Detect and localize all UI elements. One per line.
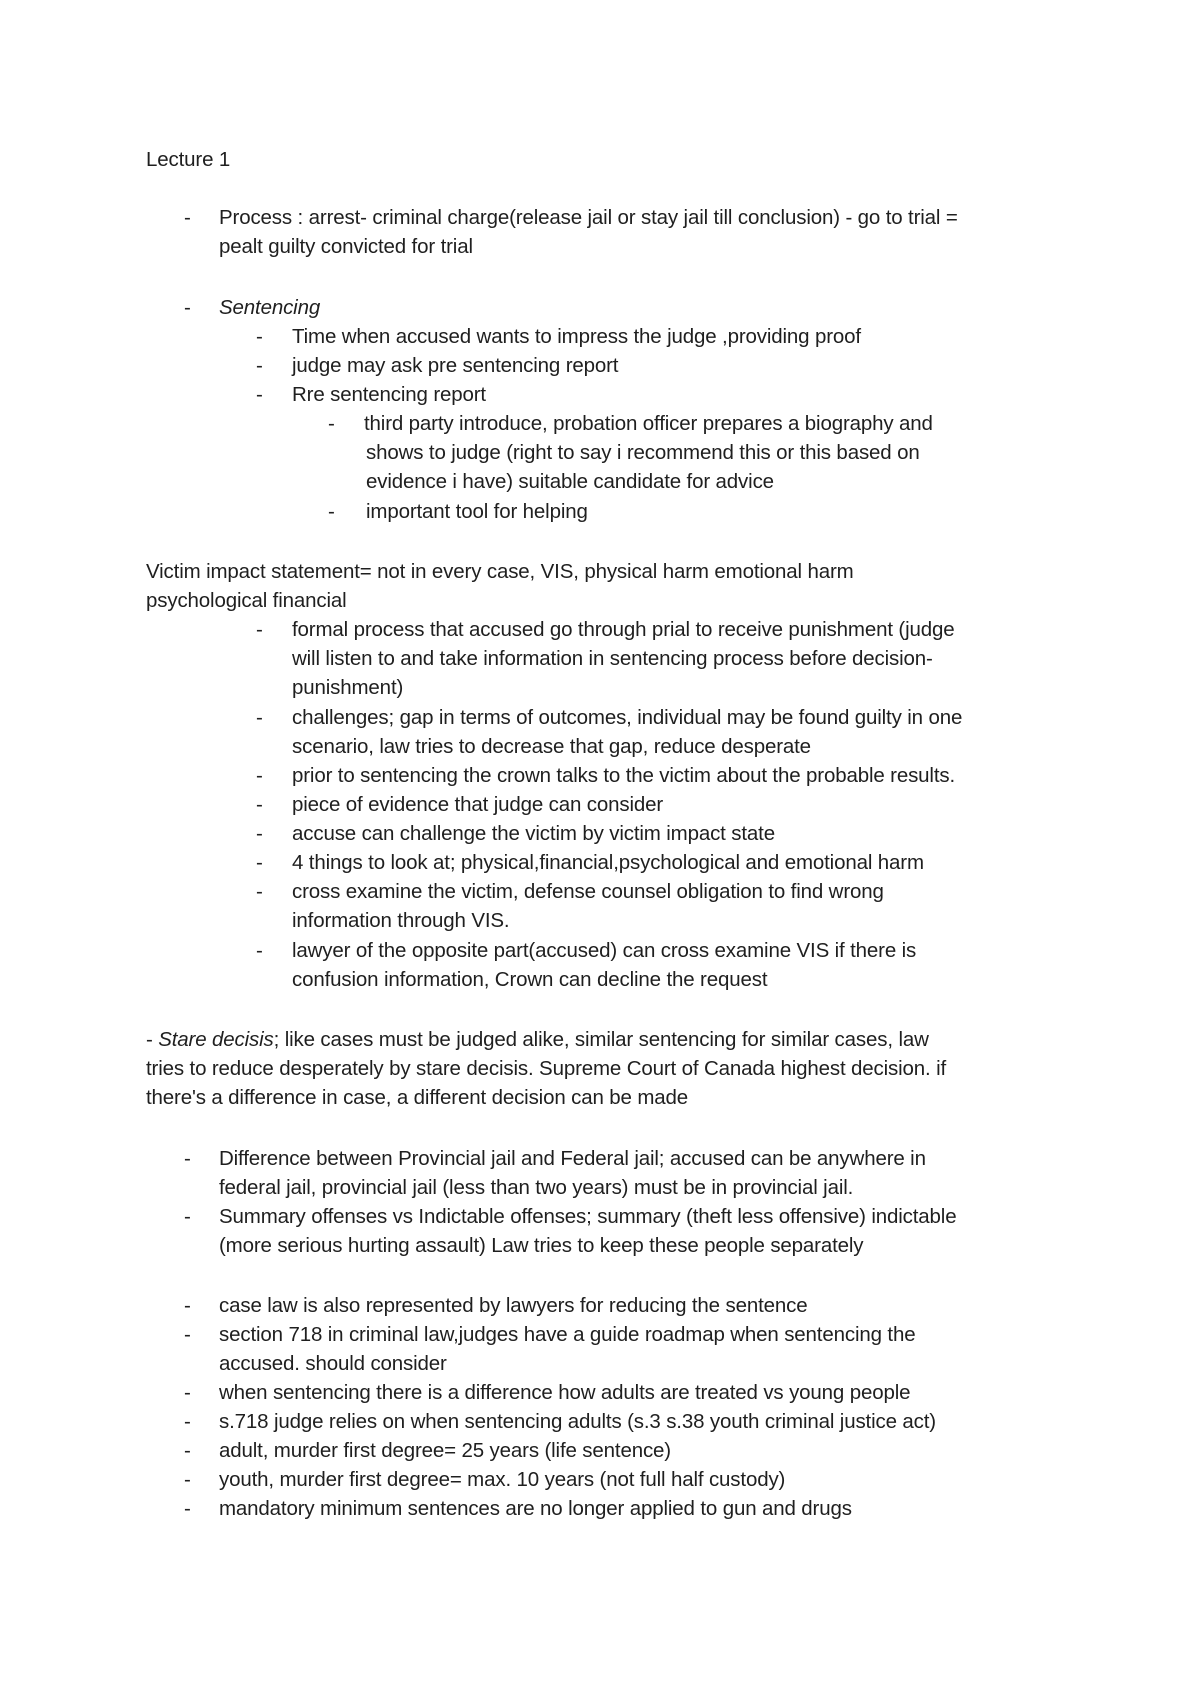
bullet-dash: - [184,1497,191,1520]
vis-item: confusion information, Crown can decline the request [292,968,768,991]
vis-item: prior to sentencing the crown talks to the victim about the probable results. [292,764,956,787]
sentencing-sub-item: third party introduce, probation officer prepares a biography and [364,412,933,435]
bullet-dash: - [256,851,263,874]
bullet-dash: - [184,1205,191,1228]
process-line: pealt guilty convicted for trial [219,235,473,258]
bullet-dash: - [256,880,263,903]
bullet-dash: - [184,1410,191,1433]
vis-item: will listen to and take information in sentencing process before decision- [292,647,933,670]
stare-decisis-prefix: - [146,1028,159,1051]
sentencing-sub-item: important tool for helping [366,500,588,523]
vis-item: punishment) [292,676,404,699]
stare-decisis-line [146,1025,929,1054]
vis-item: lawyer of the opposite part(accused) can cross examine VIS if there is [292,939,917,962]
stare-decisis-line: tries to reduce desperately by stare decisis. Supreme Court of Canada highest decision. if [146,1057,947,1080]
vis-item: 4 things to look at; physical,financial,psychological and emotional harm [292,851,924,874]
vis-item: challenges; gap in terms of outcomes, individual may be found guilty in one [292,706,963,729]
vis-intro: psychological financial [146,589,347,612]
bullet-dash: - [184,296,191,319]
bullet-dash: - [256,325,263,348]
sentencing-item: Rre sentencing report [292,383,486,406]
case-law-item: adult, murder first degree= 25 years (life sentence) [219,1439,671,1462]
vis-item: information through VIS. [292,909,510,932]
bullet-dash: - [184,1468,191,1491]
bullet-dash: - [256,822,263,845]
jail-item: (more serious hurting assault) Law tries to keep these people separately [219,1234,864,1257]
bullet-dash: - [184,1323,191,1346]
stare-decisis-text: ; like cases must be judged alike, similar sentencing for similar cases, law [273,1028,929,1051]
case-law-item: section 718 in criminal law,judges have a guide roadmap when sentencing the [219,1323,916,1346]
bullet-dash: - [184,1439,191,1462]
page-title: Lecture 1 [146,148,231,171]
sentencing-heading: Sentencing [219,296,321,319]
bullet-dash: - [256,939,263,962]
bullet-dash: - [184,1381,191,1404]
vis-item: piece of evidence that judge can consider [292,793,664,816]
vis-item: formal process that accused go through prial to receive punishment (judge [292,618,955,641]
vis-item: accuse can challenge the victim by victim impact state [292,822,775,845]
vis-item: scenario, law tries to decrease that gap, reduce desperate [292,735,811,758]
bullet-dash: - [256,383,263,406]
case-law-item: s.718 judge relies on when sentencing adults (s.3 s.38 youth criminal justice act) [219,1410,936,1433]
sentencing-sub-item: shows to judge (right to say i recommend this or this based on [366,441,920,464]
bullet-dash: - [256,618,263,641]
jail-item: Difference between Provincial jail and Federal jail; accused can be anywhere in [219,1147,926,1170]
case-law-item: accused. should consider [219,1352,447,1375]
jail-item: Summary offenses vs Indictable offenses; summary (theft less offensive) indictable [219,1205,957,1228]
case-law-item: youth, murder first degree= max. 10 years (not full half custody) [219,1468,786,1491]
bullet-dash: - [184,206,191,229]
jail-item: federal jail, provincial jail (less than two years) must be in provincial jail. [219,1176,854,1199]
bullet-dash: - [256,354,263,377]
bullet-dash: - [328,500,335,523]
stare-decisis-line: there's a difference in case, a different decision can be made [146,1086,689,1109]
bullet-dash: - [256,706,263,729]
bullet-dash: - [256,764,263,787]
vis-intro: Victim impact statement= not in every case, VIS, physical harm emotional harm [146,560,854,583]
vis-item: cross examine the victim, defense counsel obligation to find wrong [292,880,884,903]
sentencing-item: Time when accused wants to impress the judge ,providing proof [292,325,861,348]
process-line: Process : arrest- criminal charge(release jail or stay jail till conclusion) - go to trial = [219,206,958,229]
bullet-dash: - [184,1294,191,1317]
sentencing-sub-item: evidence i have) suitable candidate for advice [366,470,774,493]
case-law-item: case law is also represented by lawyers for reducing the sentence [219,1294,808,1317]
stare-decisis-term: Stare decisis [158,1028,274,1051]
sentencing-item: judge may ask pre sentencing report [292,354,619,377]
bullet-dash: - [256,793,263,816]
case-law-item: when sentencing there is a difference how adults are treated vs young people [219,1381,911,1404]
bullet-dash: - [328,412,335,435]
case-law-item: mandatory minimum sentences are no longer applied to gun and drugs [219,1497,852,1520]
bullet-dash: - [184,1147,191,1170]
